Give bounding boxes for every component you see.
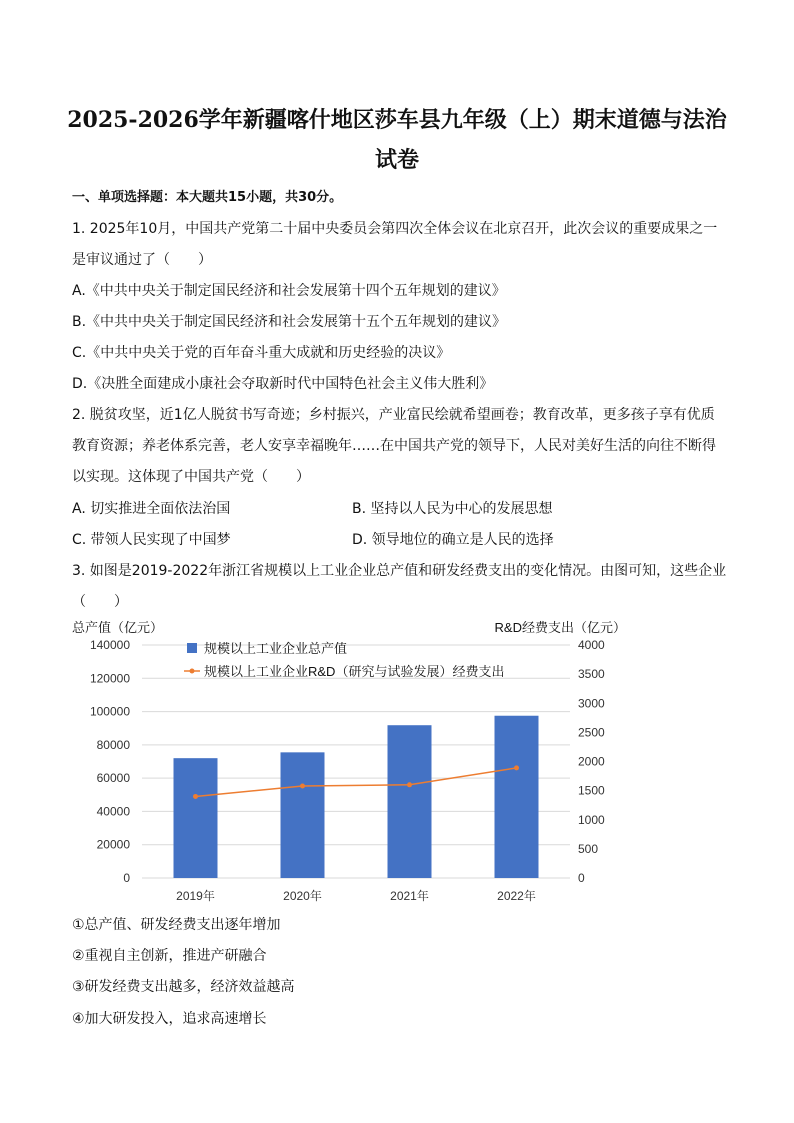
- left-tick-label: 100000: [89, 704, 130, 719]
- right-tick-label: 2000: [578, 754, 605, 769]
- legend-label-bar: 规模以上工业企业总产值: [204, 641, 348, 656]
- legend-swatch-marker: [190, 669, 195, 674]
- right-tick-label: 3500: [578, 667, 605, 682]
- x-tick-label: 2019年: [176, 889, 215, 903]
- line-point: [300, 783, 305, 788]
- bar: [174, 758, 218, 878]
- q1-stem-line1: 1. 2025年10月，中国共产党第二十届中央委员会第四次全体会议在北京召开，此次会议的重要成果之一: [72, 221, 718, 237]
- right-tick-label: 4000: [578, 638, 605, 652]
- left-tick-label: 80000: [96, 737, 130, 752]
- line-point: [407, 782, 412, 787]
- line-point: [514, 765, 519, 770]
- right-tick-label: 500: [578, 841, 599, 856]
- chart-bars: [174, 716, 539, 878]
- q1-option-a[interactable]: A.《中共中央关于制定国民经济和社会发展第十四个五年规划的建议》: [72, 283, 506, 299]
- left-axis-label: 总产值（亿元）: [72, 620, 164, 635]
- left-tick-label: 20000: [96, 837, 130, 852]
- q3-stem-line1: 3. 如图是2019-2022年浙江省规模以上工业企业总产值和研发经费支出的变化情况。由图可知，这些企业: [72, 563, 727, 579]
- right-tick-label: 0: [578, 871, 585, 885]
- x-tick-label: 2022年: [497, 889, 536, 903]
- series-line: [196, 768, 517, 797]
- legend-swatch-bar: [187, 643, 197, 653]
- legend-label-line: 规模以上工业企业R&D（研究与试验发展）经费支出: [204, 664, 505, 679]
- left-tick-label: 140000: [89, 638, 130, 652]
- bar: [388, 725, 432, 878]
- left-tick-label: 120000: [89, 671, 130, 686]
- q2-option-c[interactable]: C. 带领人民实现了中国梦: [72, 532, 231, 548]
- bar: [281, 752, 325, 878]
- q1-option-b[interactable]: B.《中共中央关于制定国民经济和社会发展第十五个五年规划的建议》: [72, 314, 507, 330]
- q2-stem-line3: 以实现。这体现了中国共产党（ ）: [72, 469, 310, 485]
- left-tick-label: 40000: [96, 804, 130, 819]
- q1-option-d[interactable]: D.《决胜全面建成小康社会夺取新时代中国特色社会主义伟大胜利》: [72, 376, 494, 392]
- q3-statement-3: ③研发经费支出越多，经济效益越高: [72, 979, 295, 995]
- q1-stem-line2: 是审议通过了（ ）: [72, 252, 212, 268]
- left-tick-label: 0: [123, 871, 130, 885]
- q2-option-b[interactable]: B. 坚持以人民为中心的发展思想: [352, 501, 553, 517]
- right-tick-label: 1500: [578, 783, 605, 798]
- legend: [184, 641, 504, 679]
- chart: [70, 618, 650, 910]
- q3-stem-line2: （ ）: [72, 594, 128, 610]
- right-tick-label: 1000: [578, 812, 605, 827]
- section-heading: 一、单项选择题：本大题共15小题，共30分。: [72, 190, 343, 205]
- bar: [495, 716, 539, 878]
- page-title: 2025-2026学年新疆喀什地区莎车县九年级（上）期末道德与法治试卷: [67, 107, 727, 173]
- q3-statement-1: ①总产值、研发经费支出逐年增加: [72, 917, 281, 933]
- q2-stem-line2: 教育资源；养老体系完善，老人安享幸福晚年……在中国共产党的领导下，人民对美好生活的向往不断得: [72, 438, 716, 454]
- x-tick-label: 2021年: [390, 889, 429, 903]
- right-tick-label: 2500: [578, 725, 605, 740]
- q2-option-d[interactable]: D. 领导地位的确立是人民的选择: [352, 532, 554, 548]
- q3-statement-2: ②重视自主创新，推进产研融合: [72, 948, 267, 964]
- q2-stem-line1: 2. 脱贫攻坚，近1亿人脱贫书写奇迹；乡村振兴，产业富民绘就希望画卷；教育改革，更多孩子享有优质: [72, 407, 715, 423]
- right-tick-label: 3000: [578, 696, 605, 711]
- right-axis-label: R&D经费支出（亿元）: [494, 620, 626, 635]
- x-tick-label: 2020年: [283, 889, 322, 903]
- q3-statement-4: ④加大研发投入，追求高速增长: [72, 1011, 267, 1027]
- q1-option-c[interactable]: C.《中共中央关于党的百年奋斗重大成就和历史经验的决议》: [72, 345, 451, 361]
- q2-option-a[interactable]: A. 切实推进全面依法治国: [72, 501, 231, 517]
- chart-line: [193, 765, 519, 799]
- left-tick-label: 60000: [96, 771, 130, 786]
- line-point: [193, 794, 198, 799]
